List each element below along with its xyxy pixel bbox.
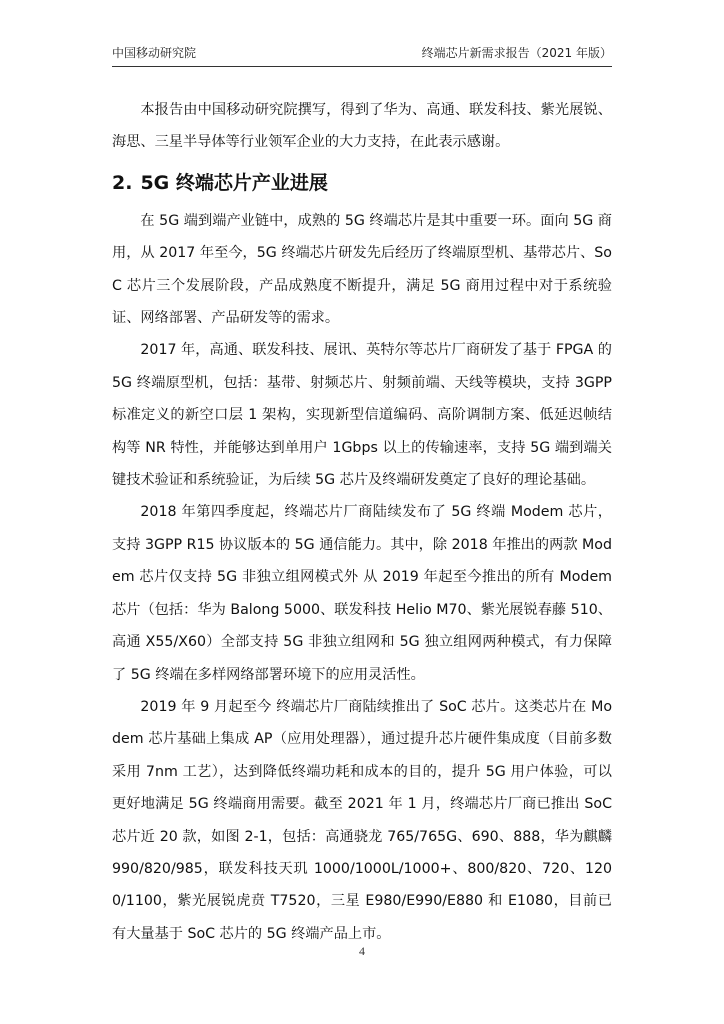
paragraph-2019-soc: 2019 年 9 月起至今 终端芯片厂商陆续推出了 SoC 芯片。这类芯片在 Modem 芯片基础上集成 AP（应用处理器），通过提升芯片硬件集成度（目前多数采用 7nm 工艺），达到降低终端功耗和成本的目的，提升 5G 用户体验，可以更好地满足 5G 终端商用需要。截至 2021 年 1 月，终端芯片厂商已推出 SoC 芯片近 20 款，如图 2-1，包括：高通骁龙 765/765G、690、888，华为麒麟 990/820/985，联发科技天玑 1000/1000L/1000+、800/820、720、1200/1100，紫光展锐虎贲 T7520，三星 E980/E990/E880 和 E1080，目前已有大量基于 SoC 芯片的 5G 终端产品上市。 (112, 698, 612, 942)
paragraph-2017-prototype: 2017 年，高通、联发科技、展讯、英特尔等芯片厂商研发了基于 FPGA 的 5G 终端原型机，包括：基带、射频芯片、射频前端、天线等模块，支持 3GPP 标准定义的新空口层 1 架构，实现新型信道编码、高阶调制方案、低延迟帧结构等 NR 特性，并能够达到单用户 1Gbps 以上的传输速率，支持 5G 端到端关键技术验证和系统验证，为后续 5G 芯片及终端研发奠定了良好的理论基础。 (112, 342, 612, 489)
section-title: 5G 终端芯片产业进展 (140, 171, 328, 194)
paragraph-2018-modem: 2018 年第四季度起，终端芯片厂商陆续发布了 5G 终端 Modem 芯片，支持 3GPP R15 协议版本的 5G 通信能力。其中，除 2018 年推出的两款 Modem 芯片仅支持 5G 非独立组网模式外 从 2019 年起至今推出的所有 Modem 芯片（包括：华为 Balong 5000、联发科技 Helio M70、紫光展锐春藤 510、高通 X55/X60）全部支持 5G 非独立组网和 5G 独立组网两种模式，有力保障了 5G 终端在多样网络部署环境下的应用灵活性。 (112, 504, 612, 683)
header-organization: 中国移动研究院 (112, 46, 197, 60)
page-body (112, 94, 612, 950)
paragraph-overview: 在 5G 端到端产业链中，成熟的 5G 终端芯片是其中重要一环。面向 5G 商用，从 2017 年至今，5G 终端芯片研发先后经历了终端原型机、基带芯片、SoC 芯片三个发展阶段，产品成熟度不断提升，满足 5G 商用过程中对于系统验证、网络部署、产品研发等的需求。 (112, 212, 612, 327)
header-divider (112, 66, 612, 67)
intro-paragraph: 本报告由中国移动研究院撰写，得到了华为、高通、联发科技、紫光展锐、海思、三星半导体等行业领军企业的大力支持，在此表示感谢。 (112, 102, 612, 151)
page-number: 4 (359, 944, 365, 958)
section-number: 2. (112, 171, 133, 194)
section-heading (112, 167, 612, 199)
page-header (112, 46, 612, 66)
header-report-title: 终端芯片新需求报告（2021 年版） (421, 46, 612, 60)
